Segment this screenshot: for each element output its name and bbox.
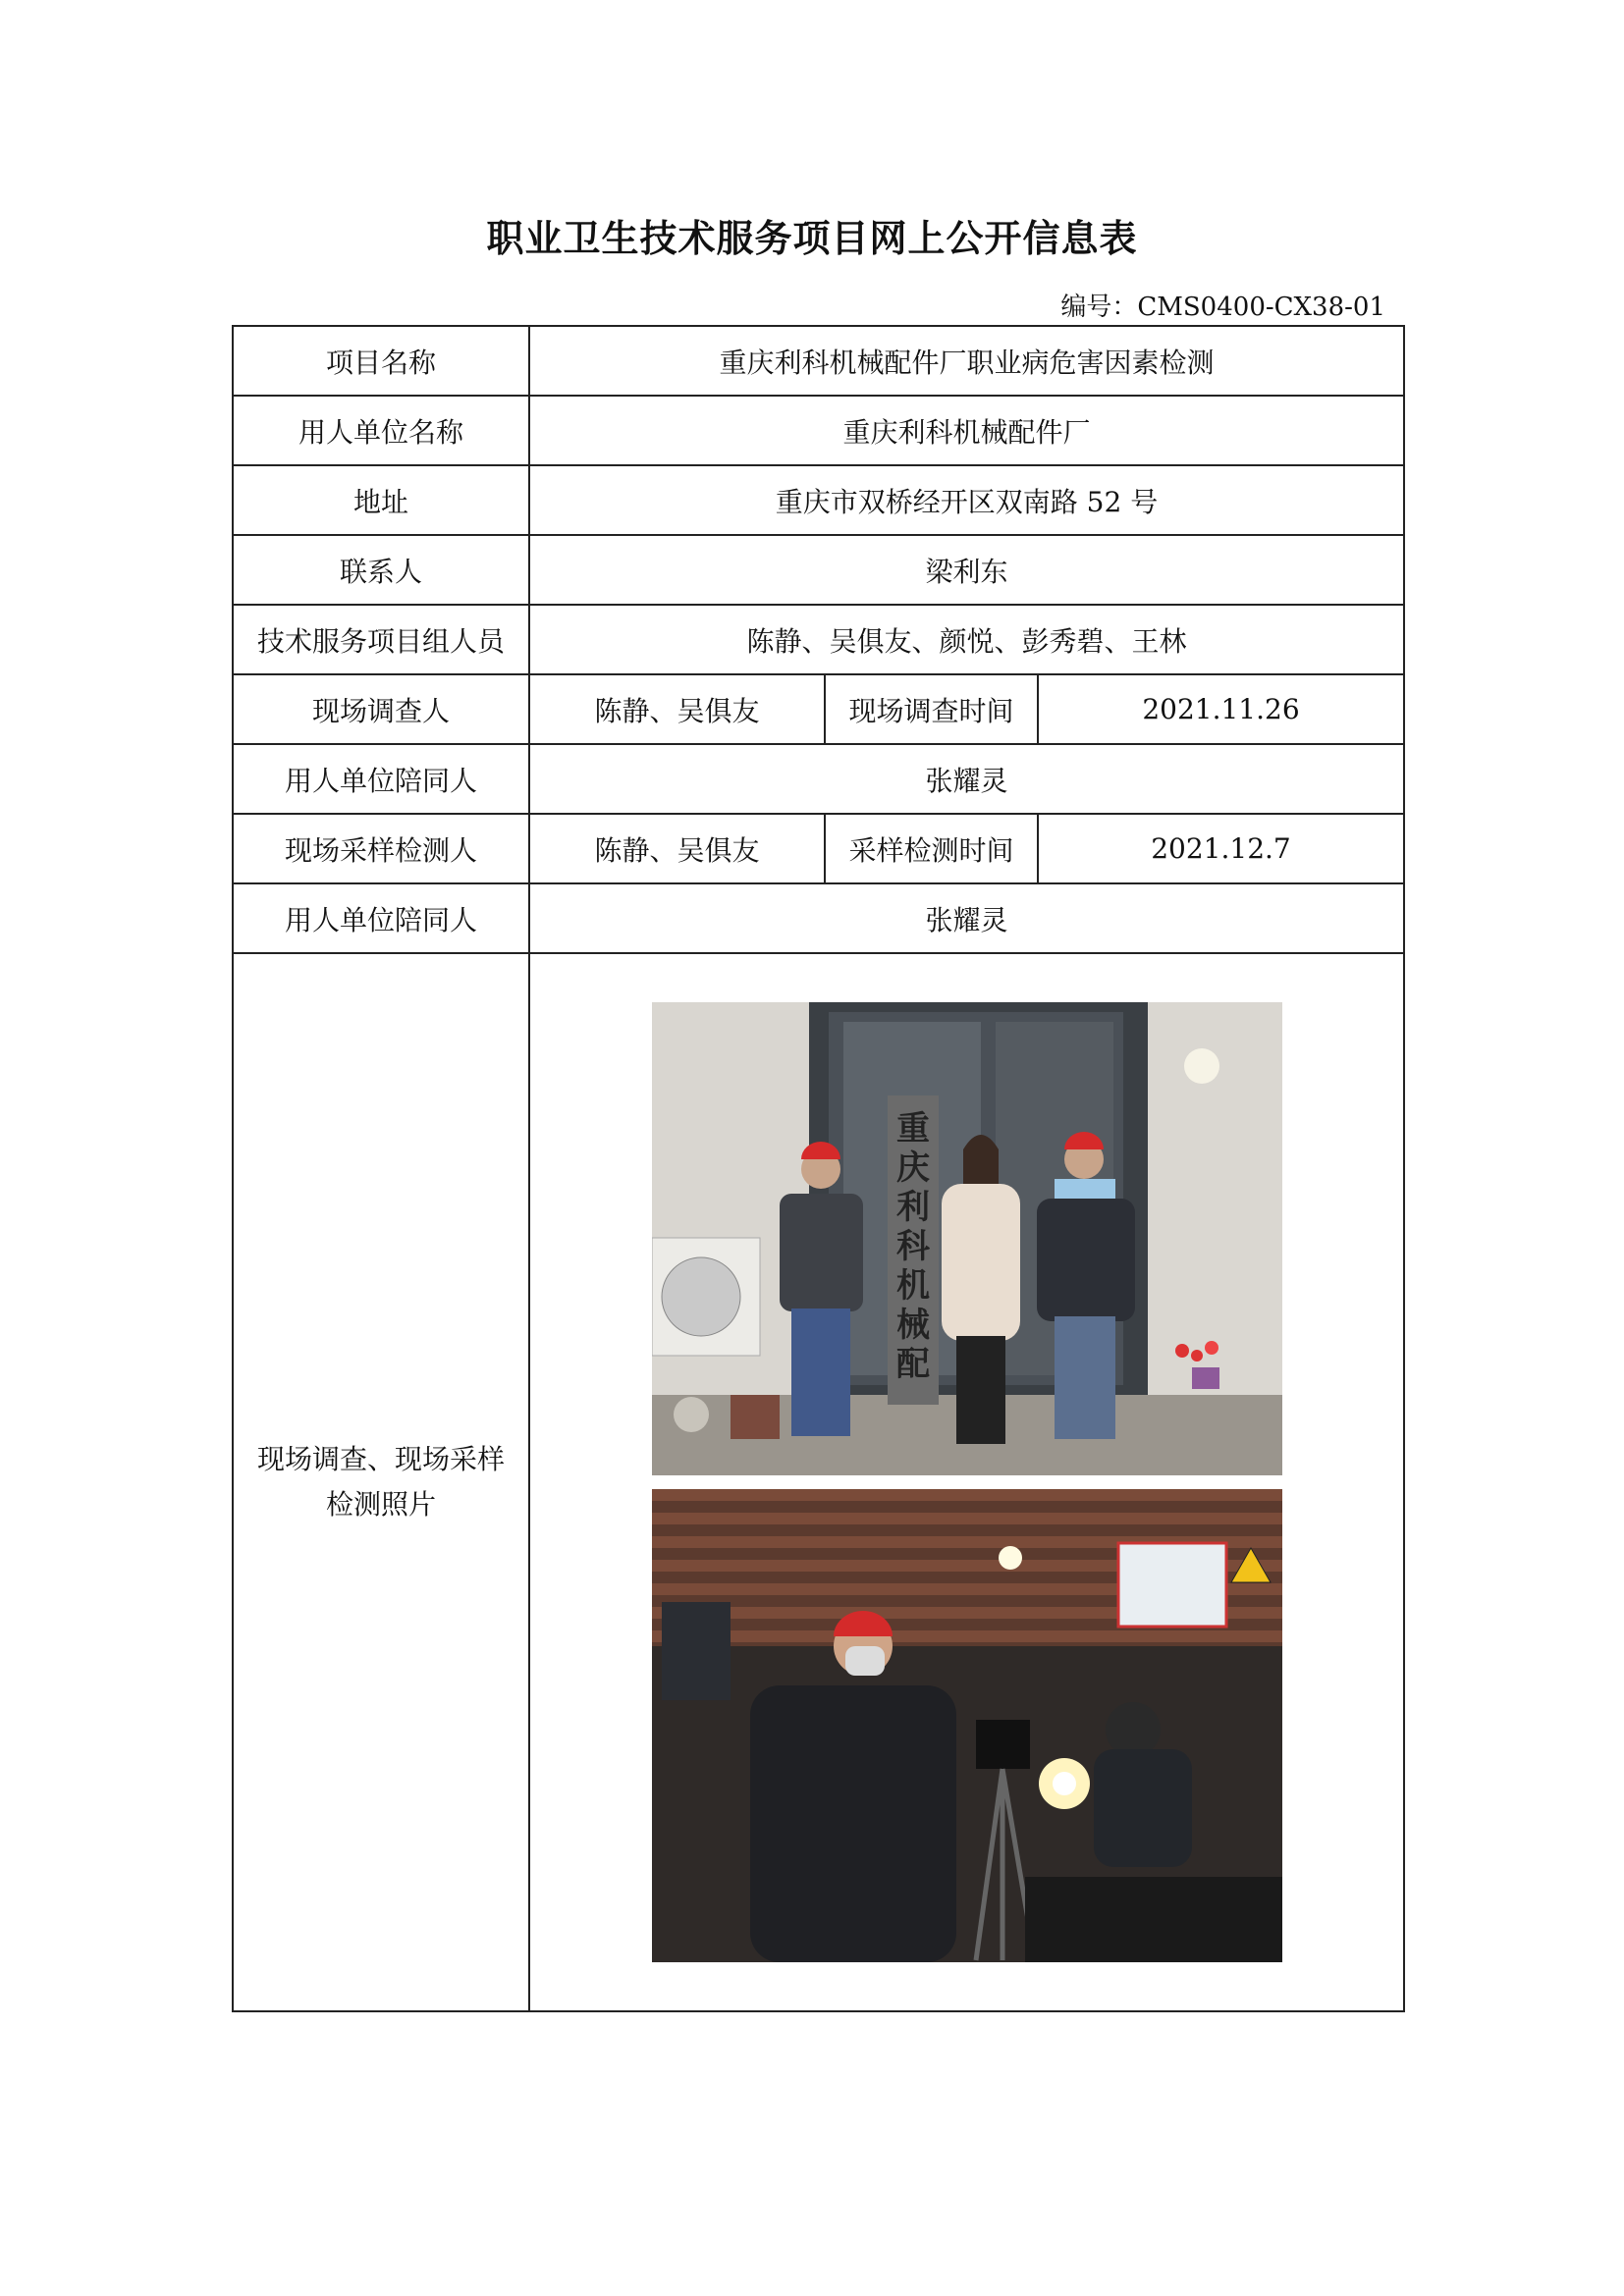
svg-text:利: 利 [895,1188,930,1227]
svg-text:庆: 庆 [895,1148,930,1188]
value-project-name: 重庆利科机械配件厂职业病危害因素检测 [529,326,1404,396]
label-accompany-2: 用人单位陪同人 [233,883,529,953]
label-employer-name: 用人单位名称 [233,396,529,465]
svg-text:配: 配 [895,1345,930,1384]
label-contact: 联系人 [233,535,529,605]
sign-text-icon [896,1109,930,1384]
label-photos-line2: 检测照片 [325,1488,436,1521]
value-accompany-2: 张耀灵 [529,883,1404,953]
row-photos [233,953,1404,2011]
label-sampling-time: 采样检测时间 [825,814,1038,883]
label-survey: 现场调查人 [233,674,529,744]
value-sampling-time: 2021.12.7 [1038,814,1404,883]
label-sampling: 现场采样检测人 [233,814,529,883]
label-photos-line1: 现场调查、现场采样 [256,1443,505,1475]
row-project-name [233,326,1404,396]
value-team: 陈静、吴俱友、颜悦、彭秀碧、王林 [529,605,1404,674]
label-team: 技术服务项目组人员 [233,605,529,674]
label-photos [233,953,529,2011]
row-accompany-1 [233,744,1404,814]
value-contact: 梁利东 [529,535,1404,605]
row-team [233,605,1404,674]
value-survey-time: 2021.11.26 [1038,674,1404,744]
svg-text:机: 机 [895,1266,930,1306]
photos-cell [529,953,1404,2011]
value-address: 重庆市双桥经开区双南路 52 号 [529,465,1404,535]
value-employer-name: 重庆利科机械配件厂 [529,396,1404,465]
site-sampling-photo [652,1489,1282,1962]
value-survey: 陈静、吴俱友 [529,674,825,744]
row-contact [233,535,1404,605]
label-accompany-1: 用人单位陪同人 [233,744,529,814]
label-address: 地址 [233,465,529,535]
page-title: 职业卫生技术服务项目网上公开信息表 [486,217,1138,260]
document-code: 编号：CMS0400-CX38-01 [1060,293,1385,322]
row-address [233,465,1404,535]
site-survey-photo [652,1002,1282,1475]
row-sampling [233,814,1404,883]
info-table [232,325,1405,2012]
row-survey [233,674,1404,744]
svg-text:重: 重 [895,1109,930,1148]
value-accompany-1: 张耀灵 [529,744,1404,814]
value-sampling: 陈静、吴俱友 [529,814,825,883]
row-accompany-2 [233,883,1404,953]
label-project-name: 项目名称 [233,326,529,396]
row-employer-name [233,396,1404,465]
svg-text:械: 械 [895,1306,930,1345]
label-survey-time: 现场调查时间 [825,674,1038,744]
svg-text:科: 科 [895,1227,930,1266]
